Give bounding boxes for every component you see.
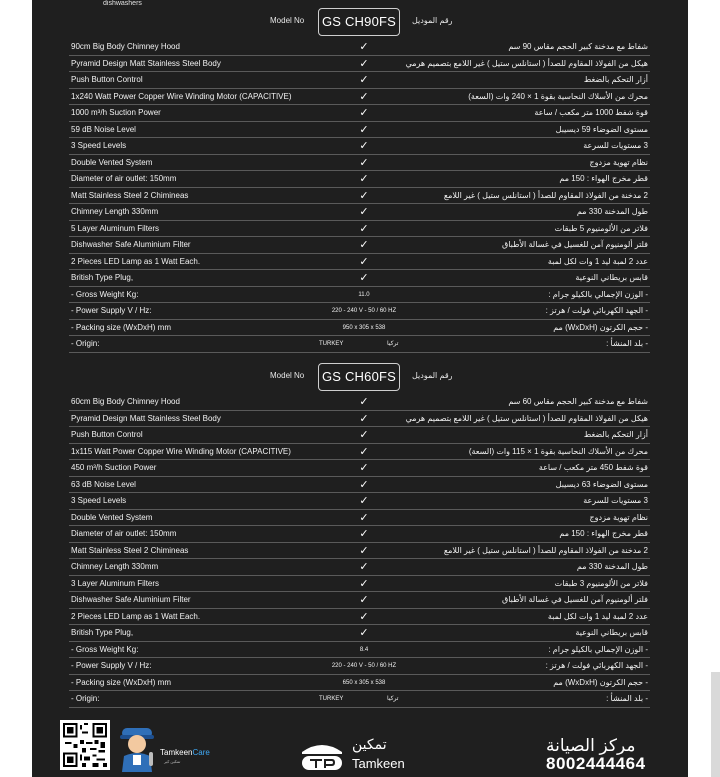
spec-row <box>69 254 650 271</box>
spec-ar: 2 مدخنة من الفولاذ المقاوم للصدأ ( استانلس ستيل ) غير اللامع <box>443 545 648 555</box>
spec-ar: - الجهد الكهربائي فولت / هرتز : <box>545 661 648 670</box>
check-icon: ✓ <box>359 90 369 103</box>
spec-en: - Origin: <box>71 339 100 348</box>
check-icon: ✓ <box>359 544 369 557</box>
spec-en: 5 Layer Aluminum Filters <box>71 223 160 233</box>
spec-en: Diameter of air outlet: 150mm <box>71 174 177 183</box>
spec-table-1 <box>69 39 650 353</box>
check-icon: ✓ <box>359 156 369 169</box>
spec-en: 3 Layer Aluminum Filters <box>71 578 160 588</box>
check-icon: ✓ <box>359 272 369 284</box>
spec-en: Dishwasher Safe Aluminium Filter <box>71 595 191 604</box>
spec-en: Chimney Length 330mm <box>71 562 159 571</box>
spec-row <box>69 122 650 139</box>
spec-en: 90cm Big Body Chimney Hood <box>71 42 180 51</box>
spec-row <box>69 609 650 626</box>
model-label-en: Model No <box>270 371 305 380</box>
spec-en: - Origin: <box>71 694 100 703</box>
spec-row <box>69 72 650 89</box>
spec-en: Chimney Length 330mm <box>71 207 159 216</box>
check-icon: ✓ <box>359 206 369 218</box>
spec-row <box>69 526 650 543</box>
check-icon: ✓ <box>359 528 369 540</box>
check-icon: ✓ <box>359 412 369 425</box>
care-brand-b: Care <box>192 748 210 757</box>
spec-ar: - بلد المنشأ : <box>606 339 648 348</box>
spec-row <box>69 559 650 576</box>
spec-value-ar: تركيا <box>387 341 399 347</box>
check-icon: ✓ <box>359 41 369 53</box>
spec-row <box>69 625 650 642</box>
spec-ar: نظام تهوية مزدوج <box>589 512 648 522</box>
spec-value-en: TURKEY <box>319 696 344 702</box>
spec-row <box>69 592 650 609</box>
spec-en: 63 dB Noise Level <box>71 479 136 489</box>
technician-mascot-icon <box>116 722 160 772</box>
spec-ar: قابس بريطاني النوعية <box>575 628 648 637</box>
check-icon: ✓ <box>359 561 369 573</box>
spec-ar: أزار التحكم بالضغط <box>583 75 648 84</box>
footer <box>32 712 688 777</box>
spec-ar: فلتر ألومنيوم آمن للغسيل في غسالة الأطباق <box>502 240 648 249</box>
service-phone-number: 8002444464 <box>546 754 646 773</box>
spec-en: Matt Stainless Steel 2 Chimineas <box>71 190 189 200</box>
spec-en: 1x240 Watt Power Copper Wire Winding Motor (CAPACITIVE) <box>71 91 292 101</box>
spec-en: 3 Speed Levels <box>71 141 127 150</box>
spec-row <box>69 691 650 708</box>
spec-ar: فلاتر من الألومنيوم 5 طبقات <box>554 223 648 233</box>
model-number: GS CH60FS <box>318 363 400 391</box>
top-label: dishwashers <box>103 0 142 7</box>
spec-row <box>69 320 650 337</box>
spec-row <box>69 658 650 675</box>
spec-en: - Packing size (WxDxH) mm <box>71 677 172 687</box>
spec-en: - Gross Weight Kg: <box>71 289 139 299</box>
care-sub: تمكين كير <box>164 759 181 764</box>
spec-en: British Type Plug, <box>71 273 134 282</box>
spec-value: 650 x 305 x 538 <box>342 679 386 686</box>
check-icon: ✓ <box>359 239 369 251</box>
spec-ar: شفاط مع مدخنة كبير الحجم مقاس 90 سم <box>508 42 648 51</box>
spec-sheet <box>32 0 688 777</box>
spec-en: Pyramid Design Matt Stainless Steel Body <box>71 58 221 68</box>
check-icon: ✓ <box>359 74 369 86</box>
spec-row <box>69 287 650 304</box>
spec-ar: قابس بريطاني النوعية <box>575 273 648 282</box>
spec-value-ar: تركيا <box>387 696 399 702</box>
check-icon: ✓ <box>359 577 369 590</box>
spec-ar: أزار التحكم بالضغط <box>583 430 648 439</box>
spec-en: 450 m³/h Suction Power <box>71 463 157 472</box>
check-icon: ✓ <box>359 222 369 235</box>
model-row-1 <box>32 8 688 36</box>
spec-row <box>69 543 650 560</box>
spec-row <box>69 89 650 106</box>
scrollbar[interactable] <box>711 672 720 777</box>
spec-ar: 3 مستويات للسرعة <box>583 141 648 150</box>
spec-en: 1x115 Watt Power Copper Wire Winding Motor (CAPACITIVE) <box>71 446 291 456</box>
spec-ar: 3 مستويات للسرعة <box>583 496 648 505</box>
check-icon: ✓ <box>359 610 369 623</box>
check-icon: ✓ <box>359 627 369 639</box>
spec-en: - Power Supply V / Hz: <box>71 661 152 670</box>
spec-row <box>69 221 650 238</box>
spec-en: Push Button Control <box>71 430 143 439</box>
spec-row <box>69 138 650 155</box>
model-row-2 <box>32 363 688 391</box>
spec-row <box>69 336 650 353</box>
model-label-en: Model No <box>270 16 305 25</box>
spec-en: 3 Speed Levels <box>71 496 127 505</box>
check-icon: ✓ <box>359 140 369 152</box>
check-icon: ✓ <box>359 462 369 474</box>
check-icon: ✓ <box>359 189 369 202</box>
spec-en: Dishwasher Safe Aluminium Filter <box>71 240 191 249</box>
spec-ar: قطر مخرج الهواء : 150 مم <box>559 174 648 183</box>
check-icon: ✓ <box>359 107 369 119</box>
spec-row <box>69 270 650 287</box>
spec-en: 2 Pieces LED Lamp as 1 Watt Each. <box>71 256 201 266</box>
spec-value: 8.4 <box>359 646 369 653</box>
spec-en: 1000 m³/h Suction Power <box>71 108 161 117</box>
spec-ar: قطر مخرج الهواء : 150 مم <box>559 529 648 538</box>
service-center-label: مركز الصيانة <box>546 736 636 755</box>
logo-text-en: Tamkeen <box>352 756 405 771</box>
spec-en: 59 dB Noise Level <box>71 124 136 134</box>
spec-ar: - حجم الكرتون (WxDxH) مم <box>553 322 648 332</box>
spec-row <box>69 171 650 188</box>
spec-value: 950 x 305 x 538 <box>342 324 386 331</box>
spec-en: Double Vented System <box>71 512 153 522</box>
spec-ar: - الوزن الإجمالي بالكيلو جرام : <box>548 289 648 299</box>
model-label-ar: رقم الموديل <box>412 16 453 25</box>
spec-row <box>69 427 650 444</box>
spec-row <box>69 56 650 73</box>
spec-ar: مستوى الضوضاء 59 ديسيبل <box>555 124 648 134</box>
spec-row <box>69 394 650 411</box>
check-icon: ✓ <box>359 511 369 524</box>
check-icon: ✓ <box>359 255 369 268</box>
spec-en: Matt Stainless Steel 2 Chimineas <box>71 545 189 555</box>
check-icon: ✓ <box>359 123 369 136</box>
logo-text-ar: تمكين <box>352 736 387 752</box>
spec-ar: 2 مدخنة من الفولاذ المقاوم للصدأ ( استانلس ستيل ) غير اللامع <box>443 190 648 200</box>
spec-ar: شفاط مع مدخنة كبير الحجم مقاس 60 سم <box>508 397 648 406</box>
spec-row <box>69 39 650 56</box>
spec-row <box>69 675 650 692</box>
care-brand-a: Tamkeen <box>160 748 193 757</box>
spec-ar: محرك من الأسلاك النحاسية بقوة 1 × 240 وات (السعة) <box>468 91 648 101</box>
spec-ar: - الجهد الكهربائي فولت / هرتز : <box>545 306 648 315</box>
tamkeen-care-logo <box>160 748 210 757</box>
spec-ar: طول المدخنة 330 مم <box>576 562 648 571</box>
spec-en: 2 Pieces LED Lamp as 1 Watt Each. <box>71 611 201 621</box>
spec-ar: طول المدخنة 330 مم <box>576 207 648 216</box>
spec-ar: - بلد المنشأ : <box>606 694 648 703</box>
check-icon: ✓ <box>359 495 369 507</box>
spec-value-en: TURKEY <box>319 341 344 347</box>
spec-value: 220 - 240 V - 50 / 60 HZ <box>331 308 397 314</box>
spec-ar: هيكل من الفولاذ المقاوم للصدأ ( استانلس ستيل ) غير اللامع بتصميم هرمي <box>405 413 648 423</box>
spec-value: 220 - 240 V - 50 / 60 HZ <box>331 663 397 669</box>
spec-ar: فلتر ألومنيوم آمن للغسيل في غسالة الأطباق <box>502 595 648 604</box>
spec-row <box>69 510 650 527</box>
spec-ar: عدد 2 لمبة ليد 1 وات لكل لمبة <box>547 611 648 621</box>
spec-row <box>69 477 650 494</box>
spec-row <box>69 303 650 320</box>
spec-en: - Gross Weight Kg: <box>71 644 139 654</box>
check-icon: ✓ <box>359 445 369 458</box>
check-icon: ✓ <box>359 594 369 606</box>
spec-row <box>69 411 650 428</box>
spec-ar: محرك من الأسلاك النحاسية بقوة 1 × 115 وات (السعة) <box>468 446 648 456</box>
spec-row <box>69 155 650 172</box>
check-icon: ✓ <box>359 173 369 185</box>
spec-row <box>69 460 650 477</box>
spec-ar: قوة شفط 1000 متر مكعب / ساعة <box>534 108 648 117</box>
spec-en: - Power Supply V / Hz: <box>71 306 152 315</box>
spec-ar: - الوزن الإجمالي بالكيلو جرام : <box>548 644 648 654</box>
spec-ar: هيكل من الفولاذ المقاوم للصدأ ( استانلس ستيل ) غير اللامع بتصميم هرمي <box>405 58 648 68</box>
model-label-ar: رقم الموديل <box>412 371 453 380</box>
model-number: GS CH90FS <box>318 8 400 36</box>
spec-row <box>69 188 650 205</box>
spec-en: Pyramid Design Matt Stainless Steel Body <box>71 413 221 423</box>
spec-ar: قوة شفط 450 متر مكعب / ساعة <box>538 463 648 472</box>
spec-table-2 <box>69 394 650 708</box>
check-icon: ✓ <box>359 57 369 70</box>
qr-code-icon <box>60 720 110 770</box>
spec-en: Diameter of air outlet: 150mm <box>71 529 177 538</box>
spec-ar: - حجم الكرتون (WxDxH) مم <box>553 677 648 687</box>
spec-row <box>69 237 650 254</box>
check-icon: ✓ <box>359 478 369 491</box>
spec-ar: نظام تهوية مزدوج <box>589 157 648 167</box>
spec-row <box>69 105 650 122</box>
check-icon: ✓ <box>359 429 369 441</box>
spec-row <box>69 642 650 659</box>
spec-ar: عدد 2 لمبة ليد 1 وات لكل لمبة <box>547 256 648 266</box>
spec-value: 11.0 <box>358 291 370 298</box>
spec-ar: مستوى الضوضاء 63 ديسيبل <box>555 479 648 489</box>
spec-en: - Packing size (WxDxH) mm <box>71 322 172 332</box>
spec-row <box>69 444 650 461</box>
spec-en: 60cm Big Body Chimney Hood <box>71 397 180 406</box>
spec-row <box>69 576 650 593</box>
spec-en: Push Button Control <box>71 75 143 84</box>
spec-row <box>69 204 650 221</box>
spec-en: British Type Plug, <box>71 628 134 637</box>
spec-row <box>69 493 650 510</box>
check-icon: ✓ <box>359 396 369 408</box>
spec-en: Double Vented System <box>71 157 153 167</box>
tamkeen-logo-mark-icon <box>300 740 344 772</box>
spec-ar: فلاتر من الألومنيوم 3 طبقات <box>554 578 648 588</box>
